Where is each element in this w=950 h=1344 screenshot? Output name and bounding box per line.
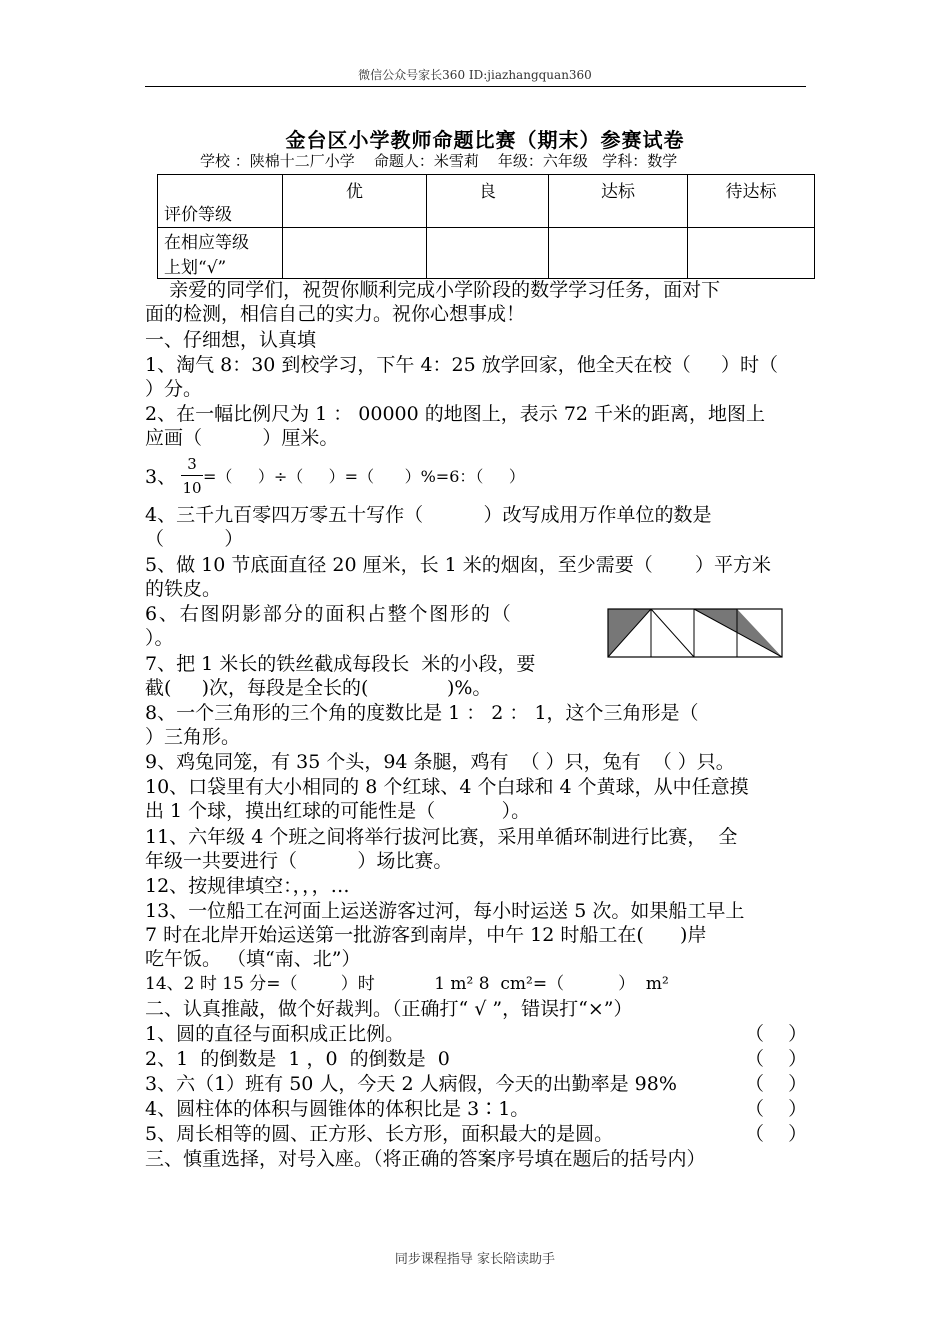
question-8-line1: 8、一个三角形的三个角的度数比是 1 ： 2 ： 1，这个三角形是（	[145, 702, 699, 724]
figure-diagonal	[651, 609, 694, 657]
question-13-line2: 7 时在北岸开始运送第一批游客到南岸，中午 12 时船工在( )岸	[145, 924, 707, 946]
question-2-line2: 应画（ ）厘米。	[145, 427, 339, 449]
grade-header-pass: 达标	[549, 175, 688, 228]
answer-bracket[interactable]: （ ）	[745, 1098, 808, 1120]
question-6-line2: ）。	[145, 627, 174, 649]
judge-item: 1、圆的直径与面积成正比例。	[145, 1023, 405, 1045]
question-6-line1: 6、右图阴影部分的面积占整个图形的（	[145, 603, 513, 625]
intro-line: 面的检测，相信自己的实力。祝你心想事成！	[145, 303, 526, 325]
header-divider	[145, 86, 806, 87]
judge-item: 3、六（1）班有 50 人，今天 2 人病假，今天的出勤率是 98%	[145, 1073, 677, 1095]
judge-item: 4、圆柱体的体积与圆锥体的体积比是 3∶1。	[145, 1098, 530, 1120]
grade-table-row	[158, 228, 815, 279]
question-13-line3: 吃午饭。 （填“南、北”）	[145, 948, 361, 970]
answer-bracket[interactable]: （ ）	[745, 1048, 808, 1070]
grade-mark-cell[interactable]	[549, 228, 688, 279]
question-11-line2: 年级一共要进行（ ）场比赛。	[145, 850, 453, 872]
section2-title: 二、认真推敲，做个好裁判。（正确打“ √ ”，错误打“×”）	[145, 998, 633, 1020]
exam-info: 学校 ：陕棉十二厂小学 命题人：米雪莉 年级：六年级 学科：数学	[200, 152, 678, 170]
judge-item: 5、周长相等的圆、正方形、长方形，面积最大的是圆。	[145, 1123, 614, 1145]
question-7-line1: 7、把 1 米长的铁丝截成每段长 米的小段，要	[145, 653, 536, 675]
grade-mark-cell[interactable]	[688, 228, 815, 279]
section3-title: 三、慎重选择，对号入座。（将正确的答案序号填在题后的括号内）	[145, 1148, 706, 1170]
intro-line: 亲爱的同学们，祝贺你顺利完成小学阶段的数学学习任务，面对下	[145, 279, 721, 301]
question-4-line2: （ ）	[145, 528, 244, 550]
grade-mark-label-cell	[158, 228, 283, 279]
question-1-line2: ）分。	[145, 378, 203, 400]
shaded-area-figure	[607, 608, 783, 658]
question-3-rest: =（ ）÷（ ）=（ ）%=6：（ ）	[203, 467, 525, 486]
page-footer: 同步课程指导 家长陪读助手	[394, 1252, 556, 1267]
grade-header-good: 良	[427, 175, 549, 228]
question-5-line2: 的铁皮。	[145, 578, 222, 600]
question-8-line2: ）三角形。	[145, 726, 241, 748]
grade-mark-label-line2: 上划“√”	[164, 258, 227, 278]
fraction-denominator: 10	[182, 479, 202, 497]
question-9: 9、鸡兔同笼，有 35 个头，94 条腿，鸡有 （ ）只，兔有 （ ）只。	[145, 751, 735, 773]
grade-mark-cell[interactable]	[283, 228, 427, 279]
grade-table-row	[158, 175, 815, 228]
grade-label-cell: 评价等级	[158, 175, 283, 228]
question-13-line1: 13、一位船工在河面上运送游客过河，每小时运送 5 次。如果船工早上	[145, 900, 745, 922]
question-10-line1: 10、口袋里有大小相同的 8 个红球、4 个白球和 4 个黄球，从中任意摸	[145, 776, 749, 798]
question-10-line2: 出 1 个球，摸出红球的可能性是（ ）。	[145, 800, 531, 822]
judge-item: 2、1 的倒数是 1 ，0 的倒数是 0	[145, 1048, 450, 1070]
question-5-line1: 5、做 10 节底面直径 20 厘米，长 1 米的烟囱，至少需要（ ）平方米	[145, 554, 772, 576]
answer-bracket[interactable]: （ ）	[745, 1073, 808, 1095]
page-header: 微信公众号家长360 ID:jiazhangquan360	[358, 68, 592, 82]
question-7-line2: 截( )次，每段是全长的( )%。	[145, 677, 492, 699]
answer-bracket[interactable]: （ ）	[745, 1023, 808, 1045]
grade-table	[157, 174, 815, 279]
question-2-line1: 2、在一幅比例尺为 1 ： 00000 的地图上，表示 72 千米的距离，地图上	[145, 403, 766, 425]
question-14: 14、2 时 15 分=（ ）时 1 m² 8 cm²=（ ） m²	[145, 974, 669, 994]
section1-title: 一、仔细想，认真填	[145, 329, 317, 351]
question-4-line1: 4、三千九百零四万零五十写作（ ）改写成用万作单位的数是	[145, 504, 712, 526]
fraction-bar	[181, 475, 203, 476]
fraction-numerator: 3	[187, 455, 197, 473]
grade-mark-cell[interactable]	[427, 228, 549, 279]
answer-bracket[interactable]: （ ）	[745, 1123, 808, 1145]
question-11-line1: 11、六年级 4 个班之间将举行拔河比赛，采用单循环制进行比赛， 全	[145, 826, 738, 848]
exam-title: 金台区小学教师命题比赛（期末）参赛试卷	[285, 128, 685, 152]
question-12: 12、按规律填空：，，，…	[145, 875, 350, 897]
question-1-line1: 1、淘气 8：30 到校学习，下午 4：25 放学回家，他全天在校（ ）时（	[145, 354, 778, 376]
grade-header-pending: 待达标	[688, 175, 815, 228]
question-3-prefix: 3、	[145, 466, 177, 488]
grade-mark-label-line1: 在相应等级	[164, 233, 249, 253]
grade-header-excellent: 优	[283, 175, 427, 228]
